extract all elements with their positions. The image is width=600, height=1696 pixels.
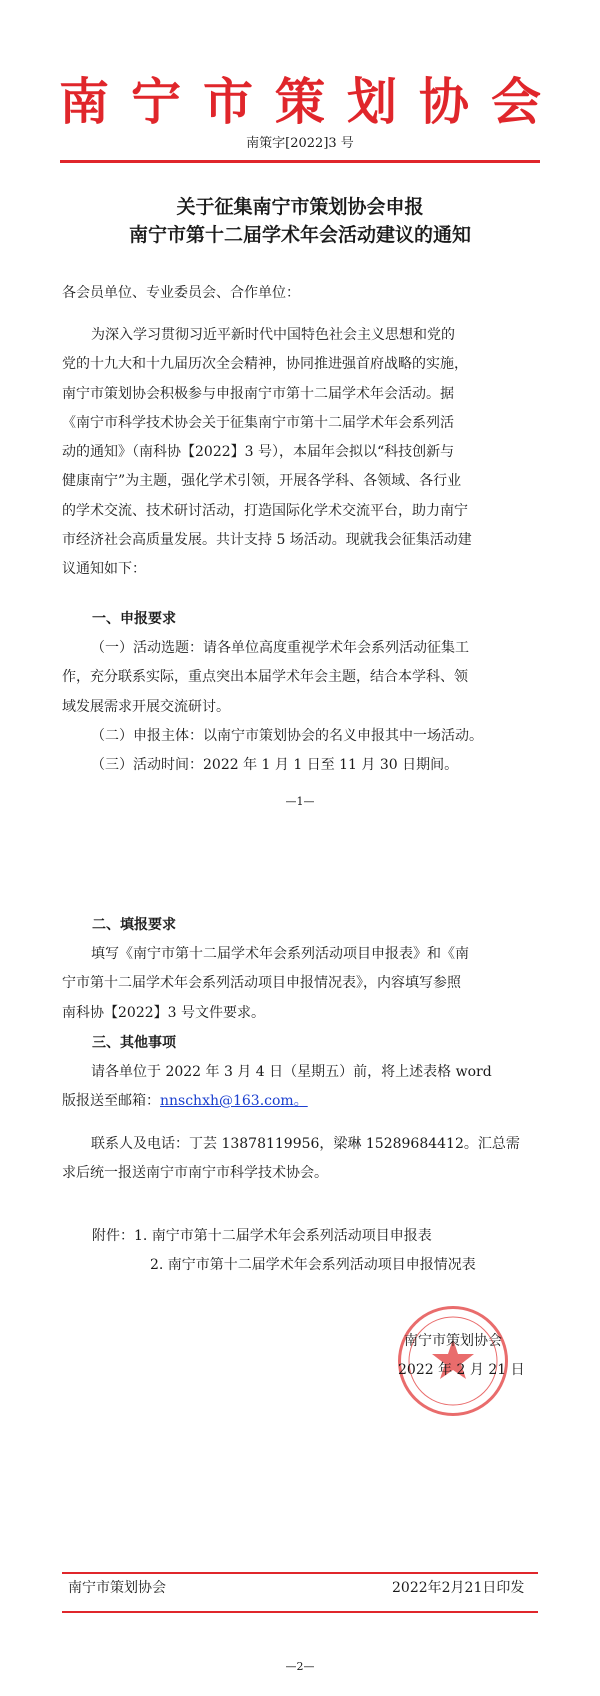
contact-paragraph	[62, 1130, 520, 1189]
section3-heading: 三、其他事项	[92, 1035, 176, 1051]
contact-line: 求后统一报送南宁市南宁市科学技术协会。	[62, 1165, 328, 1182]
signature-org: 南宁市策划协会	[404, 1333, 502, 1349]
attachment-item2: 2. 南宁市第十二届学术年会系列活动项目申报情况表	[150, 1257, 476, 1273]
page-number-2: —2—	[285, 1660, 315, 1673]
section2-heading: 二、填报要求	[92, 917, 176, 933]
section3-line2-prefix: 版报送至邮箱：	[62, 1093, 160, 1109]
email-link[interactable]: nnschxh@163.com。	[160, 1093, 308, 1109]
notice-title-line2: 南宁市第十二届学术年会活动建议的通知	[128, 224, 471, 246]
intro-line: 《南宁市科学技术协会关于征集南宁市第十二届学术年会系列活	[62, 414, 454, 431]
header-red-rule	[60, 160, 540, 163]
attachment-item1: 附件：1. 南宁市第十二届学术年会系列活动项目申报表	[92, 1228, 432, 1244]
section1-item3: （三）活动时间：2022 年 1 月 1 日至 11 月 30 日期间。	[91, 757, 459, 773]
intro-line: 为深入学习贯彻习近平新时代中国特色社会主义思想和党的	[91, 327, 455, 343]
section2-line: 填写《南宁市第十二届学术年会系列活动项目申报表》和《南	[91, 946, 469, 962]
section1-item1-line: （一）活动选题：请各单位高度重视学术年会系列活动征集工	[91, 640, 469, 656]
footer-bottom-rule	[62, 1611, 538, 1613]
document-number: 南策字[2022]3 号	[246, 136, 354, 151]
signature-date: 2022 年 2 月 21 日	[398, 1362, 525, 1378]
section1-item1	[62, 634, 469, 722]
notice-title-line1: 关于征集南宁市策划协会申报	[176, 196, 424, 218]
intro-line: 市经济社会高质量发展。共计支持 5 场活动。现就我会征集活动建	[62, 532, 472, 549]
section1-heading: 一、申报要求	[92, 611, 176, 627]
section2-line: 宁市第十二届学术年会系列活动项目申报情况表》，内容填写参照	[62, 975, 461, 992]
footer-print-date: 2022年2月21日印发	[392, 1580, 525, 1596]
intro-line: 动的通知》（南科协【2022】3 号），本届年会拟以“科技创新与	[62, 444, 455, 461]
contact-line: 联系人及电话：丁芸 13878119956，梁琳 15289684412。汇总需	[91, 1136, 520, 1152]
intro-line: 健康南宁”为主题，强化学术引领，开展各学科、各领域、各行业	[62, 473, 462, 490]
section2-line: 南科协【2022】3 号文件要求。	[62, 1004, 265, 1021]
section1-item1-line: 作，充分联系实际，重点突出本届学术年会主题，结合本学科、领	[62, 669, 468, 686]
section1-item2: （二）申报主体：以南宁市策划协会的名义申报其中一场活动。	[91, 728, 483, 744]
section3-line1: 请各单位于 2022 年 3 月 4 日（星期五）前，将上述表格 word	[91, 1064, 492, 1080]
page-number-1: —1—	[285, 795, 315, 808]
intro-line: 南宁市策划协会积极参与申报南宁市第十二届学术年会活动。据	[62, 385, 454, 402]
salutation: 各会员单位、专业委员会、合作单位：	[62, 285, 300, 301]
section1-item1-line: 域发展需求开展交流研讨。	[62, 698, 230, 715]
intro-line: 党的十九大和十九届历次全会精神，协同推进强首府战略的实施，	[62, 356, 468, 373]
section3-line2	[62, 1087, 308, 1116]
section2-paragraph	[62, 940, 469, 1028]
intro-line: 议通知如下：	[62, 561, 146, 578]
letterhead-org-name: 南宁市策划协会	[59, 73, 563, 131]
intro-line: 的学术交流、技术研讨活动，打造国际化学术交流平台，助力南宁	[62, 502, 468, 519]
intro-paragraph	[62, 321, 472, 585]
footer-org: 南宁市策划协会	[68, 1580, 166, 1596]
